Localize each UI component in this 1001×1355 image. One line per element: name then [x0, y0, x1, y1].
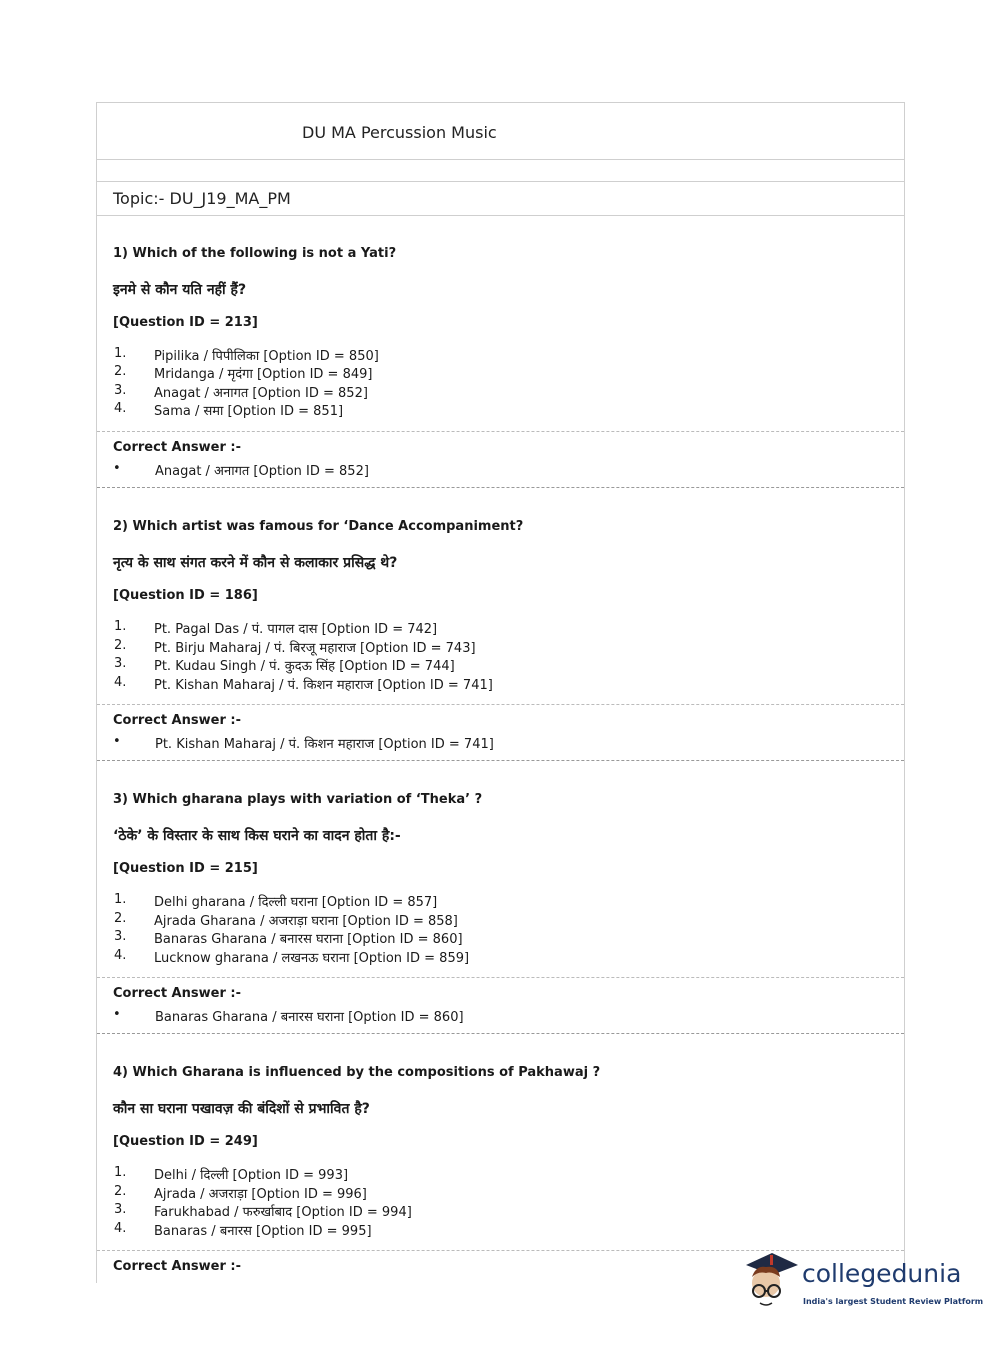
q2-answer-divider [97, 704, 904, 705]
q2-correct-answer: Pt. Kishan Maharaj / पं. किशन महाराज [Option ID = 741] [155, 737, 494, 752]
page-title: DU MA Percussion Music [302, 123, 497, 142]
q1-option-3-num: 3. [114, 383, 127, 398]
question-divider [97, 760, 904, 761]
mascot-icon [742, 1247, 800, 1317]
q1-correct-answer: Anagat / अनागत [Option ID = 852] [155, 464, 369, 479]
q1-option-1-num: 1. [114, 346, 127, 361]
question-2-id: [Question ID = 186] [113, 588, 258, 603]
spacer-row [97, 159, 904, 182]
topic-label: Topic:- DU_J19_MA_PM [113, 189, 291, 208]
q2-option-1-num: 1. [114, 619, 127, 634]
question-1-id: [Question ID = 213] [113, 315, 258, 330]
q2-answer-label: Correct Answer :- [113, 713, 241, 728]
q2-option-1: Pt. Pagal Das / पं. पागल दास [Option ID = 742] [154, 622, 438, 637]
question-2-title: 2) Which artist was famous for ‘Dance Accompaniment? [113, 519, 524, 534]
q1-answer-divider [97, 431, 904, 432]
q1-option-2-num: 2. [114, 364, 127, 379]
question-4-title: 4) Which Gharana is influenced by the compositions of Pakhawaj ? [113, 1065, 601, 1080]
q4-option-3-num: 3. [114, 1202, 127, 1217]
document-page [96, 102, 905, 1283]
question-2-hindi: नृत्य के साथ संगत करने में कौन से कलाकार प्रसिद्ध थे? [113, 555, 398, 571]
q1-option-4: Sama / समा [Option ID = 851] [154, 404, 344, 419]
q1-option-3: Anagat / अनागत [Option ID = 852] [154, 386, 368, 401]
logo-tagline: India's largest Student Review Platform [803, 1297, 984, 1306]
question-3-id: [Question ID = 215] [113, 861, 258, 876]
q2-option-2-num: 2. [114, 638, 127, 653]
q1-answer-label: Correct Answer :- [113, 440, 241, 455]
question-3-hindi: ‘ठेके’ के विस्तार के साथ किस घराने का वादन होता है:- [113, 828, 401, 844]
q2-option-4-num: 4. [114, 675, 127, 690]
q4-option-1: Delhi / दिल्ली [Option ID = 993] [154, 1168, 349, 1183]
q4-option-2-num: 2. [114, 1184, 127, 1199]
q3-option-1-num: 1. [114, 892, 127, 907]
q1-answer-bullet: • [113, 461, 121, 476]
q1-option-1: Pipilika / पिपीलिका [Option ID = 850] [154, 349, 379, 364]
q2-option-2: Pt. Birju Maharaj / पं. बिरजू महाराज [Option ID = 743] [154, 641, 476, 656]
q1-option-4-num: 4. [114, 401, 127, 416]
q3-option-4-num: 4. [114, 948, 127, 963]
q3-option-1: Delhi gharana / दिल्ली घराना [Option ID = 857] [154, 895, 438, 910]
question-divider [97, 487, 904, 488]
q3-answer-label: Correct Answer :- [113, 986, 241, 1001]
logo-wordmark: collegedunia [802, 1259, 962, 1288]
q3-option-2-num: 2. [114, 911, 127, 926]
question-1-hindi: इनमे से कौन यति नहीं हैं? [113, 282, 247, 298]
question-1-title: 1) Which of the following is not a Yati? [113, 246, 397, 261]
question-4-id: [Question ID = 249] [113, 1134, 258, 1149]
topic-box [97, 182, 904, 216]
q4-option-1-num: 1. [114, 1165, 127, 1180]
q2-answer-bullet: • [113, 734, 121, 749]
q4-answer-label: Correct Answer :- [113, 1259, 241, 1274]
q4-option-2: Ajrada / अजराड़ा [Option ID = 996] [154, 1187, 367, 1202]
question-4-hindi: कौन सा घराना पखावज़ की बंदिशों से प्रभावित है? [113, 1101, 370, 1117]
q4-option-4-num: 4. [114, 1221, 127, 1236]
q3-option-2: Ajrada Gharana / अजराड़ा घराना [Option ID = 858] [154, 914, 458, 929]
q3-option-4: Lucknow gharana / लखनऊ घराना [Option ID = 859] [154, 951, 470, 966]
q3-correct-answer: Banaras Gharana / बनारस घराना [Option ID = 860] [155, 1010, 464, 1025]
q2-option-3: Pt. Kudau Singh / पं. कुदऊ सिंह [Option ID = 744] [154, 659, 455, 674]
q4-option-3: Farukhabad / फरुर्खाबाद [Option ID = 994] [154, 1205, 412, 1220]
q1-option-2: Mridanga / मृदंगा [Option ID = 849] [154, 367, 373, 382]
q4-option-4: Banaras / बनारस [Option ID = 995] [154, 1224, 372, 1239]
q3-answer-divider [97, 977, 904, 978]
title-box [97, 103, 904, 160]
q3-option-3-num: 3. [114, 929, 127, 944]
collegedunia-logo[interactable] [742, 1247, 984, 1317]
q3-option-3: Banaras Gharana / बनारस घराना [Option ID = 860] [154, 932, 463, 947]
question-3-title: 3) Which gharana plays with variation of ‘Theka’ ? [113, 792, 483, 807]
question-divider [97, 1033, 904, 1034]
q2-option-4: Pt. Kishan Maharaj / पं. किशन महाराज [Option ID = 741] [154, 678, 493, 693]
q3-answer-bullet: • [113, 1007, 121, 1022]
q2-option-3-num: 3. [114, 656, 127, 671]
